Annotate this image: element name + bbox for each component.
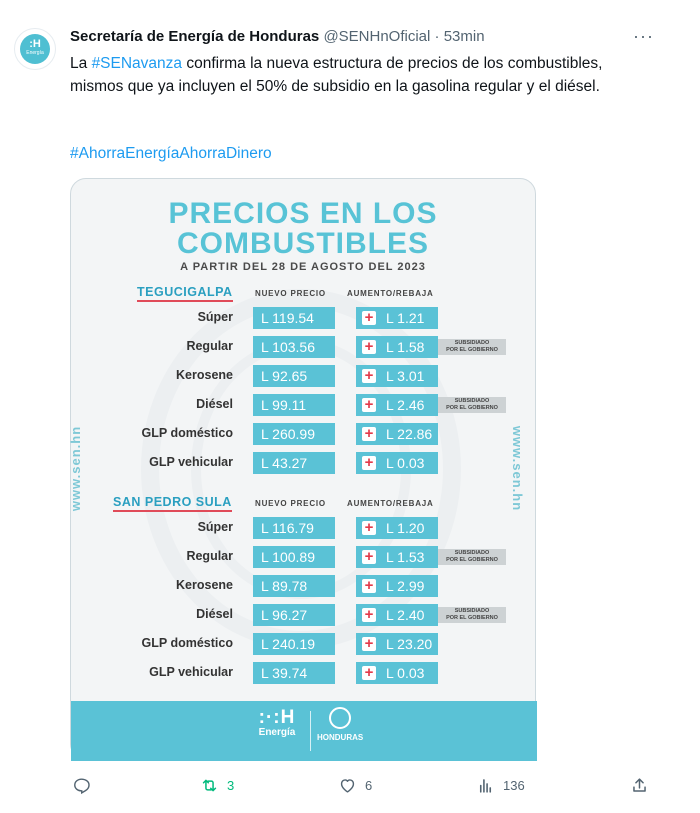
col-change-header: AUMENTO/REBAJA — [347, 499, 434, 508]
fuel-price: L 92.65 — [253, 365, 335, 387]
plus-icon: + — [362, 369, 376, 383]
plus-icon: + — [362, 521, 376, 535]
subsidy-line2: POR EL GOBIERNO — [446, 615, 498, 621]
fuel-price: L 260.99 — [253, 423, 335, 445]
reply-button[interactable] — [72, 776, 99, 795]
price-row — [71, 575, 537, 597]
subsidy-line1: SUBSIDIADO — [454, 340, 490, 346]
col-change-header: AUMENTO/REBAJA — [347, 289, 434, 298]
hashtag-ahorra[interactable]: #AhorraEnergíaAhorraDinero — [70, 145, 272, 162]
poster-title-line1: PRECIOS EN LOS — [168, 197, 438, 230]
honduras-logo — [317, 707, 363, 742]
fuel-change — [356, 575, 438, 597]
change-value: L 2.40 — [386, 607, 425, 623]
views-button[interactable] — [476, 776, 525, 795]
plus-icon: + — [362, 579, 376, 593]
fuel-price: L 89.78 — [253, 575, 335, 597]
fuel-name: GLP doméstico — [141, 426, 233, 440]
timestamp[interactable]: 53min — [443, 28, 485, 45]
price-row — [71, 546, 537, 568]
change-value: L 23.20 — [386, 636, 433, 652]
subsidy-line2: POR EL GOBIERNO — [446, 557, 498, 563]
change-value: L 1.20 — [386, 520, 425, 536]
logo-divider — [310, 711, 311, 751]
fuel-change — [356, 394, 438, 416]
honduras-logo-word: HONDURAS — [317, 733, 364, 742]
avatar[interactable] — [14, 28, 56, 70]
fuel-change — [356, 633, 438, 655]
plus-icon: + — [362, 608, 376, 622]
plus-icon: + — [362, 637, 376, 651]
price-row — [71, 633, 537, 655]
avatar-sub: Energía — [26, 50, 44, 56]
subsidy-badge — [438, 397, 506, 413]
fuel-price: L 119.54 — [253, 307, 335, 329]
subsidy-badge — [438, 549, 506, 565]
subsidy-line1: SUBSIDIADO — [454, 398, 490, 404]
tweet-text — [70, 52, 645, 98]
plus-icon: + — [362, 456, 376, 470]
fuel-price: L 43.27 — [253, 452, 335, 474]
fuel-price: L 100.89 — [253, 546, 335, 568]
fuel-change — [356, 604, 438, 626]
fuel-name: Diésel — [196, 397, 233, 411]
change-value: L 1.21 — [386, 310, 425, 326]
change-value: L 2.46 — [386, 397, 425, 413]
fuel-name: Súper — [197, 310, 233, 324]
price-row — [71, 394, 537, 416]
subsidy-line1: SUBSIDIADO — [454, 550, 490, 556]
reply-icon — [72, 776, 91, 795]
avatar-logo — [20, 34, 50, 64]
fuel-change — [356, 423, 438, 445]
plus-icon: + — [362, 340, 376, 354]
fuel-change — [356, 546, 438, 568]
fuel-name: Diésel — [196, 607, 233, 621]
plus-icon: + — [362, 427, 376, 441]
energia-logo-mark: :·:H — [258, 707, 296, 728]
subsidy-badge — [438, 607, 506, 623]
author-name[interactable]: Secretaría de Energía de Honduras — [70, 28, 320, 45]
price-row — [71, 423, 537, 445]
poster-footer — [71, 701, 537, 761]
price-row — [71, 365, 537, 387]
col-price-header: NUEVO PRECIO — [255, 499, 326, 508]
fuel-change — [356, 452, 438, 474]
fuel-name: Regular — [186, 549, 233, 563]
change-value: L 0.03 — [386, 665, 425, 681]
subsidy-badge — [438, 339, 506, 355]
city-tegucigalpa: TEGUCIGALPA — [137, 285, 233, 299]
more-options-icon[interactable]: ··· — [633, 26, 654, 46]
city-san-pedro-sula: SAN PEDRO SULA — [113, 495, 232, 509]
poster-subtitle: A PARTIR DEL 28 DE AGOSTO DEL 2023 — [180, 261, 426, 273]
hashtag-senavanza[interactable]: #SENavanza — [91, 55, 183, 72]
fuel-name: GLP vehicular — [149, 455, 233, 469]
subsidy-line1: SUBSIDIADO — [454, 608, 490, 614]
fuel-change — [356, 365, 438, 387]
fuel-price: L 39.74 — [253, 662, 335, 684]
energia-logo — [249, 709, 305, 738]
plus-icon: + — [362, 398, 376, 412]
fuel-name: Regular — [186, 339, 233, 353]
text-intro: La — [70, 55, 92, 72]
text-body: confirma la nueva estructura de precios de los combustibles, mismos que ya incluyen el 50% de subsidio en la gasolina regular y el diésel. — [70, 55, 603, 95]
price-row — [71, 517, 537, 539]
views-icon — [476, 776, 495, 795]
honduras-seal-icon — [329, 707, 351, 729]
change-value: L 1.53 — [386, 549, 425, 565]
site-url-right: www.sen.hn — [510, 425, 526, 512]
fuel-name: GLP doméstico — [141, 636, 233, 650]
change-value: L 2.99 — [386, 578, 425, 594]
separator-dot: · — [434, 28, 440, 45]
retweet-count: 3 — [227, 778, 235, 793]
price-row — [71, 604, 537, 626]
fuel-name: Kerosene — [176, 578, 233, 592]
avatar-label: :H — [29, 38, 41, 50]
subsidy-line2: POR EL GOBIERNO — [446, 347, 498, 353]
heart-icon — [338, 776, 357, 795]
fuel-price: L 240.19 — [253, 633, 335, 655]
fuel-change — [356, 307, 438, 329]
price-row — [71, 336, 537, 358]
plus-icon: + — [362, 550, 376, 564]
site-url-left: www.sen.hn — [68, 425, 84, 512]
views-count: 136 — [503, 778, 525, 793]
fuel-price: L 96.27 — [253, 604, 335, 626]
price-row — [71, 452, 537, 474]
fuel-name: Súper — [197, 520, 233, 534]
like-count: 6 — [365, 778, 373, 793]
author-handle[interactable]: @SENHnOficial — [323, 28, 431, 45]
change-value: L 1.58 — [386, 339, 425, 355]
fuel-change — [356, 336, 438, 358]
plus-icon: + — [362, 666, 376, 680]
retweet-button[interactable] — [200, 776, 234, 795]
tweet-image[interactable] — [70, 178, 536, 760]
price-row — [71, 662, 537, 684]
share-icon — [630, 776, 649, 795]
change-value: L 0.03 — [386, 455, 425, 471]
like-button[interactable] — [338, 776, 372, 795]
fuel-name: GLP vehicular — [149, 665, 233, 679]
fuel-price: L 99.11 — [253, 394, 335, 416]
fuel-name: Kerosene — [176, 368, 233, 382]
retweet-icon — [200, 776, 219, 795]
change-value: L 22.86 — [386, 426, 433, 442]
subsidy-line2: POR EL GOBIERNO — [446, 405, 498, 411]
poster-title-line2: COMBUSTIBLES — [177, 227, 429, 260]
share-button[interactable] — [630, 776, 649, 795]
plus-icon: + — [362, 311, 376, 325]
price-row — [71, 307, 537, 329]
change-value: L 3.01 — [386, 368, 425, 384]
fuel-price: L 116.79 — [253, 517, 335, 539]
tweet-actions — [70, 776, 670, 800]
fuel-change — [356, 662, 438, 684]
fuel-price: L 103.56 — [253, 336, 335, 358]
fuel-change — [356, 517, 438, 539]
energia-logo-word: Energía — [258, 727, 296, 738]
tweet-header — [70, 28, 485, 45]
col-price-header: NUEVO PRECIO — [255, 289, 326, 298]
